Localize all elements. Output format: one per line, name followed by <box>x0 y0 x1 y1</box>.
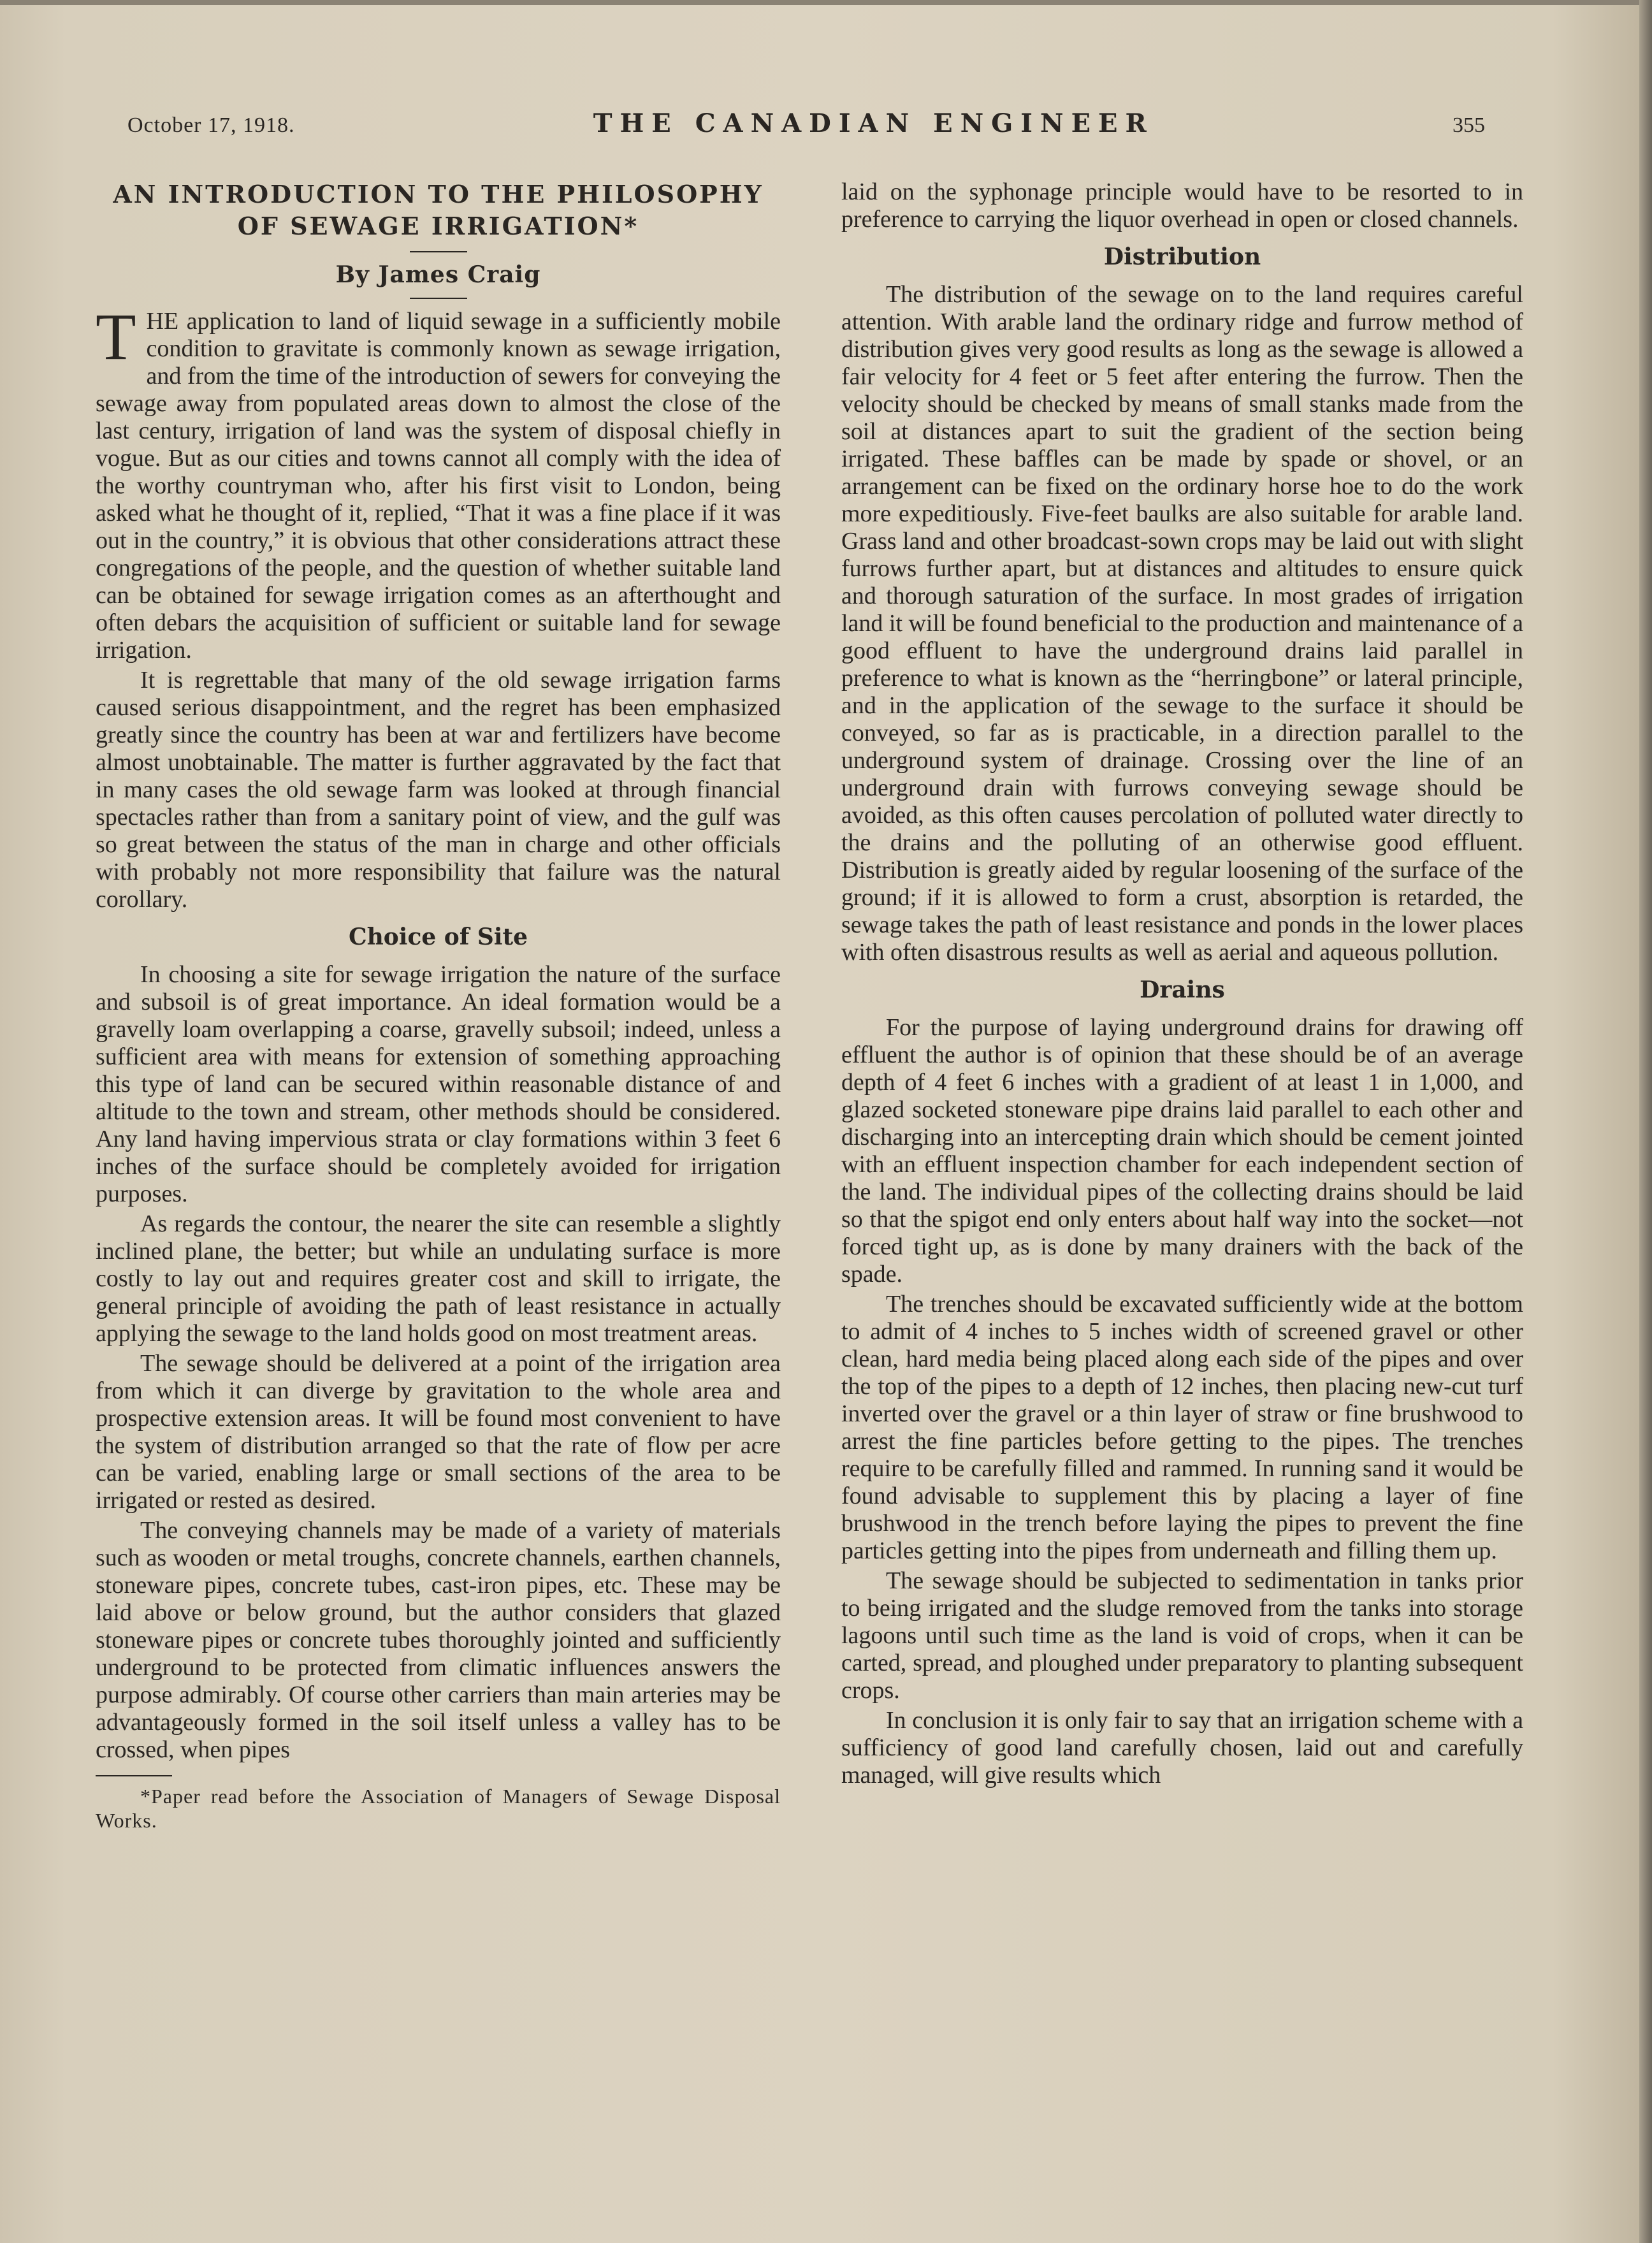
left-column <box>96 178 781 1833</box>
byline-rule <box>410 298 467 299</box>
article-title: AN INTRODUCTION TO THE PHILOSOPHY OF SEWAGE IRRIGATION* <box>113 180 764 240</box>
paragraph-continuation: laid on the syphonage principle would have to be resorted to in preference to carrying the liquor overhead in open or closed channels. <box>841 178 1523 233</box>
heading-drains: Drains <box>1140 976 1225 1003</box>
paragraph-drains-2: The trenches should be excavated sufficiently wide at the bottom to admit of 4 inches to 5 inches width of screened gravel or other clean, hard media being placed along each side of the pipes and over the top of the pipes to a depth of 12 inches, then placing new-cut turf inverted over the gravel or a thin layer of straw or fine brushwood to arrest the fine particles before getting to the pipes. The trenches require to be carefully filled and rammed. In running sand it would be found advisable to supplement this by placing a layer of fine brushwood in the trench before laying the pipes to prevent the fine particles getting into the pipes from underneath and filling them up. <box>841 1291 1523 1564</box>
journal-title: THE CANADIAN ENGINEER <box>593 108 1154 138</box>
header-date: October 17, 1918. <box>127 113 295 137</box>
paragraph-choice-1: In choosing a site for sewage irrigation the nature of the surface and subsoil is of great importance. An ideal formation would be a gravelly loam overlapping a coarse, gravelly subsoil; indeed, unless a sufficient area with means for extension of something approaching this type of land can be secured within reasonable distance of and altitude to the town and stream, other methods should be considered. Any land having impervious strata or clay formations within 3 feet 6 inches of the surface should be completely avoided for irrigation purposes. <box>96 961 781 1207</box>
paragraph-drains-1: For the purpose of laying underground drains for drawing off effluent the author is of opinion that these should be of an average depth of 4 feet 6 inches with a gradient of at least 1 in 1,000, and glazed socketed stoneware pipe drains laid parallel to each other and discharging into an intercepting drain which should be cement jointed with an effluent inspection chamber for each independent section of the land. The individual pipes of the collecting drains should be laid so that the spigot end only enters about half way into the socket—not forced tight up, as is done by many drainers with the back of the spade. <box>841 1014 1523 1288</box>
footnote: *Paper read before the Association of Managers of Sewage Disposal Works. <box>96 1785 781 1832</box>
title-rule <box>410 251 467 252</box>
paragraph-drains-4: In conclusion it is only fair to say that an irrigation scheme with a sufficiency of good land carefully chosen, laid out and carefully managed, will give results which <box>841 1707 1523 1789</box>
paragraph-regret: It is regrettable that many of the old sewage irrigation farms caused serious disappointment, and the regret has been emphasized greatly since the country has been at war and fertilizers have become almost unobtainable. The matter is further aggravated by the fact that in many cases the old sewage farm was looked at through financial spectacles rather than from a sanitary point of view, and the gulf was so great between the status of the man in charge and other officials with probably not more responsibility that failure was the natural corollary. <box>96 667 781 913</box>
article-byline: By James Craig <box>335 261 541 288</box>
intro-paragraph <box>96 300 781 664</box>
running-header <box>127 108 1485 153</box>
paragraph-distribution: The distribution of the sewage on to the land requires careful attention. With arable land the ordinary ridge and furrow method of distribution gives very good results as long as the sewage is allowed a fair velocity for 4 feet or 5 feet after entering the furrow. Then the velocity should be checked by means of small stanks made from the soil at distances apart to suit the gradient of the section being irrigated. These baffles can be made by spade or shovel, or an arrangement can be fixed on the ordinary horse hoe to do the work more expeditiously. Five-feet baulks are also suitable for arable land. Grass land and other broadcast-sown crops may be laid out with slight furrows further apart, but at distances and altitudes to ensure quick and thorough saturation of the surface. In most grades of irrigation land it will be found beneficial to the production and maintenance of a good effluent to have the underground drains laid parallel in preference to what is known as the “herringbone” or lateral principle, and in the application of the sewage to the surface it should be conveyed, so far as is practicable, in a direction parallel to the underground system of drainage. Crossing over the line of an underground drain with furrows conveying sewage should be avoided, as this often causes percolation of polluted water directly to the drains and the polluting of an otherwise good effluent. Distribution is greatly aided by regular loosening of the surface of the ground; if it is allowed to form a crust, absorption is retarded, the sewage takes the path of least resistance and ponds in the lower places with often disastrous results as well as aerial and aqueous pollution. <box>841 281 1523 966</box>
right-column <box>841 178 1523 1792</box>
heading-distribution: Distribution <box>1103 243 1261 270</box>
paragraph-drains-3: The sewage should be subjected to sedimentation in tanks prior to being irrigated and the sludge removed from the tanks into storage lagoons until such time as the land is void of crops, when it can be carted, spread, and ploughed under preparatory to planting subsequent crops. <box>841 1567 1523 1704</box>
paragraph-choice-2: As regards the contour, the nearer the site can resemble a slightly inclined plane, the better; but while an undulating surface is more costly to lay out and requires greater cost and skill to irrigate, the general principle of avoiding the path of least resistance in actually applying the sewage to the land holds good on most treatment areas. <box>96 1210 781 1347</box>
page-binding-edge <box>1639 0 1652 2243</box>
drop-cap: T <box>96 300 136 374</box>
paragraph-choice-3: The sewage should be delivered at a point of the irrigation area from which it can diverge by gravitation to the whole area and prospective extension areas. It will be found most convenient to have the system of distribution arranged so that the rate of flow per acre can be varied, enabling large or small sections of the area to be irrigated or rested as desired. <box>96 1350 781 1514</box>
page-number: 355 <box>1453 113 1485 137</box>
heading-choice-of-site: Choice of Site <box>348 924 528 950</box>
footnote-rule <box>96 1775 172 1776</box>
page-top-edge <box>0 0 1652 5</box>
intro-text: HE application to land of liquid sewage in a sufficiently mobile condition to gravitate is commonly known as sewage irrigation, and from the time of the introduction of sewers for conveying the sewage away from populated areas down to almost the close of the last century, irrigation of land was the system of disposal chiefly in vogue. But as our cities and towns cannot all comply with the idea of the worthy countryman who, after his first visit to London, being asked what he thought of it, replied, “That it was a fine place if it was out in the country,” it is obvious that other considerations attract these congregations of the people, and the question of whether suitable land can be obtained for sewage irrigation comes as an afterthought and often debars the acquisition of sufficient or suitable land for sewage irrigation. <box>96 308 781 664</box>
paragraph-choice-4: The conveying channels may be made of a variety of materials such as wooden or metal troughs, concrete channels, earthen channels, stoneware pipes, concrete tubes, cast-iron pipes, etc. These may be laid above or below ground, but the author considers that glazed stoneware pipes or concrete tubes thoroughly jointed and sufficiently underground to be protected from climatic influences answers the purpose admirably. Of course other carriers than main arteries may be advantageously formed in the soil itself unless a valley has to be crossed, when pipes <box>96 1517 781 1763</box>
